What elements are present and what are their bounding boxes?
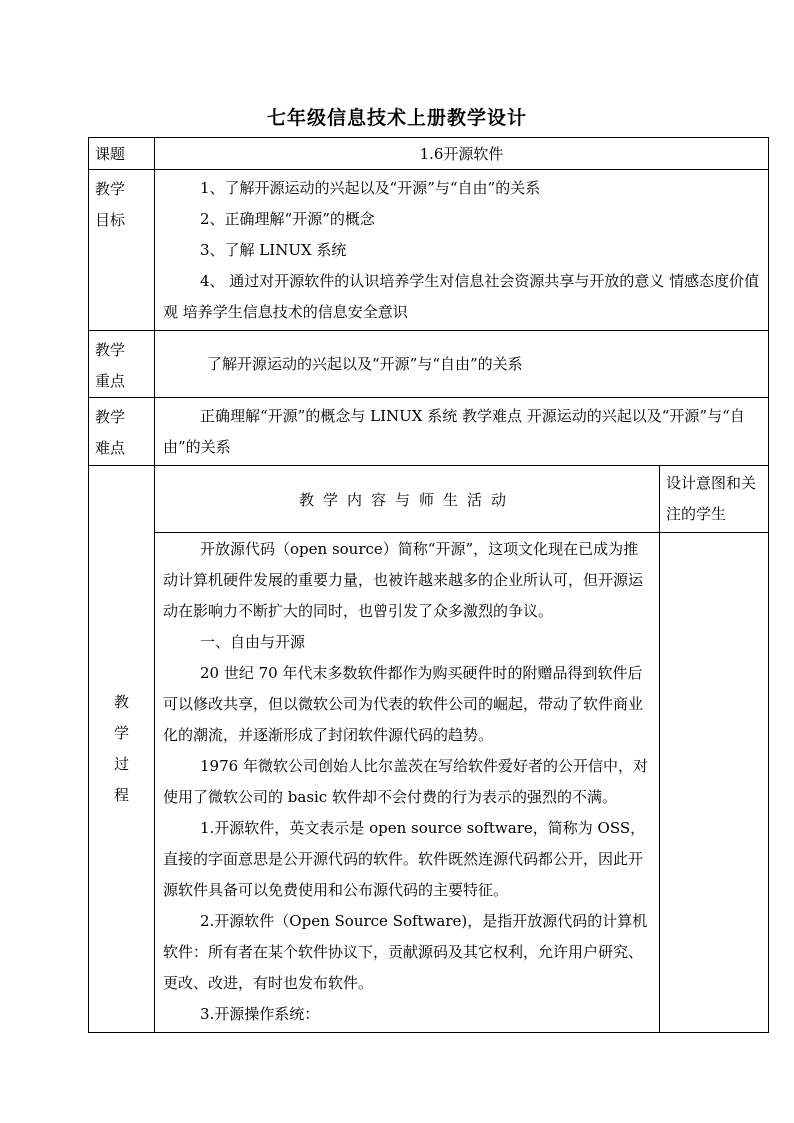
process-content: [155, 533, 660, 1033]
key-points-label-line1: 教学: [95, 341, 126, 359]
design-intent-content: [660, 533, 769, 1033]
topic-label: 课题: [89, 138, 155, 170]
process-label: [89, 466, 155, 1033]
activity-header: 教学内容与师生活动: [155, 466, 660, 533]
difficulties-label: [89, 398, 155, 466]
objectives-label: [89, 170, 155, 331]
key-points-row: [89, 331, 769, 398]
process-paragraph: 1976 年微软公司创始人比尔盖茨在写给软件爱好者的公开信中，对使用了微软公司的 basic 软件却不会付费的行为表示的强烈的不满。: [163, 757, 648, 806]
objectives-content: [155, 170, 769, 331]
difficulties-label-line2: 难点: [95, 439, 126, 457]
process-paragraph: 开放源代码（open source）简称“开源”，这项文化现在已成为推动计算机硬件发展的重要力量，也被许越来越多的企业所认可，但开源运动在影响力不断扩大的同时，也曾引发了众多激烈的争议。: [163, 540, 644, 620]
difficulties-text: 正确理解“开源”的概念与 LINUX 系统 教学难点 开源运动的兴起以及“开源”与“自由”的关系: [163, 407, 745, 456]
objectives-label-line2: 目标: [95, 211, 126, 229]
difficulties-row: [89, 398, 769, 466]
objective-item: 2、正确理解“开源”的概念: [200, 210, 375, 228]
key-points-label-line2: 重点: [95, 372, 126, 390]
objective-item: 1、了解开源运动的兴起以及“开源”与“自由”的关系: [200, 179, 541, 197]
objectives-row: [89, 170, 769, 331]
key-points-label: [89, 331, 155, 398]
objective-item: 3、了解 LINUX 系统: [200, 241, 347, 259]
process-label-char: 程: [113, 786, 129, 804]
topic-value: 1.6开源软件: [155, 138, 769, 170]
process-label-char: 学: [113, 724, 129, 742]
difficulties-content: [155, 398, 769, 466]
process-paragraph: 1.开源软件，英文表示是 open source software，简称为 OSS，直接的字面意思是公开源代码的软件。软件既然连源代码都公开，因此开源软件具备可以免费使用和公布源代码的主要特征。: [163, 819, 646, 899]
process-paragraph: 2.开源软件（Open Source Software)，是指开放源代码的计算机软件：所有者在某个软件协议下，贡献源码及其它权利，允许用户研究、更改、改进，有时也发布软件。: [163, 912, 648, 992]
topic-row: [89, 138, 769, 170]
process-content-row: [89, 533, 769, 1033]
process-paragraph: 20 世纪 70 年代末多数软件都作为购买硬件时的附赠品得到软件后可以修改共享，但以微软公司为代表的软件公司的崛起，带动了软件商业化的潮流，并逐渐形成了封闭软件源代码的趋势。: [163, 664, 644, 744]
process-label-char: 过: [113, 755, 129, 773]
difficulties-label-line1: 教学: [95, 408, 126, 426]
key-points-content: [155, 331, 769, 398]
process-paragraph: 3.开源操作系统：: [200, 1005, 320, 1023]
objective-item: 4、 通过对开源软件的认识培养学生对信息社会资源共享与开放的意义 情感态度价值观 培养学生信息技术的信息安全意识: [163, 272, 760, 321]
process-paragraph: 一、自由与开源: [200, 633, 306, 651]
process-header-row: [89, 466, 769, 533]
objectives-label-line1: 教学: [95, 180, 126, 198]
design-intent-header: 设计意图和关注的学生: [660, 466, 769, 533]
key-points-text: 了解开源运动的兴起以及“开源”与“自由”的关系: [207, 354, 523, 373]
lesson-plan-table: [88, 137, 769, 1033]
process-label-char: 教: [113, 693, 129, 711]
page-title: 七年级信息技术上册教学设计: [266, 107, 527, 129]
